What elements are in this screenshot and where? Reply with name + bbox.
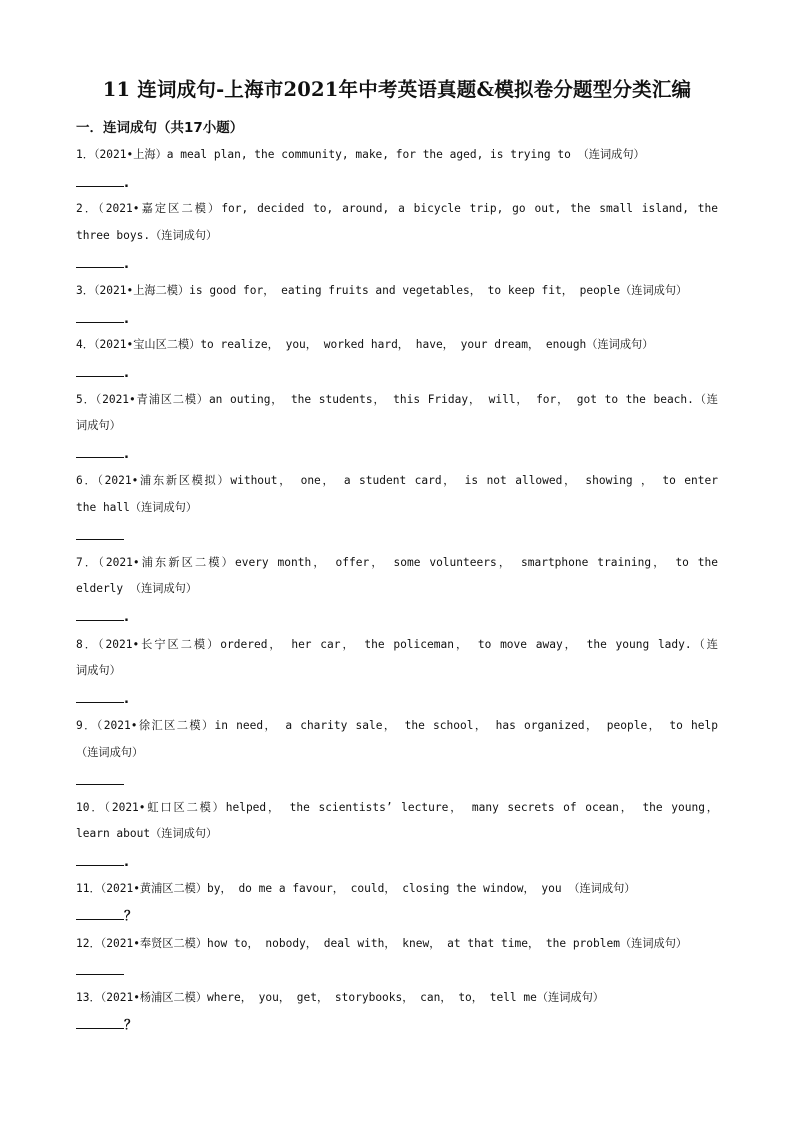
question-6-answer-blank[interactable] [76,527,124,546]
question-7-text-cont: elderly （连词成句） [76,582,198,595]
question-9-text-cont: （连词成句） [76,746,144,759]
question-12-text: 12．（2021•奉贤区二模）how to， nobody， deal with， knew， at that time， the problem（连词成句） [76,937,688,950]
question-8-answer-blank[interactable]: . [76,690,129,709]
question-1-answer-blank[interactable]: . [76,174,129,193]
question-3-answer-blank[interactable]: . [76,310,129,329]
question-7-text: 7．（2021•浦东新区二模）every month， offer， some volunteers， smartphone training， to the [76,556,718,569]
question-4-answer-blank[interactable]: . [76,364,129,383]
section-heading: 一．连词成句（共17小题） [76,120,244,136]
question-11-text: 11．（2021•黄浦区二模）by， do me a favour， could， closing the window， you （连词成句） [76,882,636,895]
question-13-text: 13．（2021•杨浦区二模）where， you， get， storybooks， can， to， tell me（连词成句） [76,991,604,1004]
question-11-answer-blank[interactable]: ？ [76,907,137,926]
question-6-text: 6．（2021•浦东新区模拟）without， one， a student card， is not allowed， showing ， to enter [76,474,718,487]
question-12-answer-blank[interactable] [76,962,124,981]
question-10-text-cont: learn about（连词成句） [76,827,218,840]
question-6-text-cont: the hall（连词成句） [76,501,198,514]
question-4-text: 4．（2021•宝山区二模）to realize， you， worked hard， have， your dream， enough（连词成句） [76,338,654,351]
question-3-text: 3．（2021•上海二模）is good for， eating fruits and vegetables， to keep fit， people（连词成句） [76,284,688,297]
page-title: 11 连词成句-上海市2021年中考英语真题&模拟卷分题型分类汇编 [102,78,692,101]
question-5-text: 5．（2021•青浦区二模）an outing， the students， this Friday， will， for， got to the beach.（连 [76,393,718,406]
question-1-text: 1．（2021•上海）a meal plan, the community, make, for the aged, is trying to （连词成句） [76,148,645,161]
question-10-answer-blank[interactable]: . [76,853,129,872]
question-7-answer-blank[interactable]: . [76,608,129,627]
question-9-answer-blank[interactable] [76,772,124,791]
question-8-text: 8．（2021•长宁区二模）ordered， her car， the policeman， to move away， the young lady.（连 [76,638,718,651]
question-2-text-cont: three boys.（连词成句） [76,229,218,242]
question-2-answer-blank[interactable]: . [76,255,129,274]
question-5-text-cont: 词成句） [76,419,121,432]
question-5-answer-blank[interactable]: . [76,445,129,464]
question-10-text: 10．（2021•虹口区二模）helped， the scientists’ lecture， many secrets of ocean， the young， [76,801,718,814]
question-13-answer-blank[interactable]: ？ [76,1016,137,1035]
question-2-text: 2．（2021•嘉定区二模）for, decided to, around, a bicycle trip, go out, the small island, the [76,202,718,215]
question-9-text: 9．（2021•徐汇区二模）in need， a charity sale， the school， has organized， people， to help [76,719,718,732]
question-8-text-cont: 词成句） [76,664,121,677]
